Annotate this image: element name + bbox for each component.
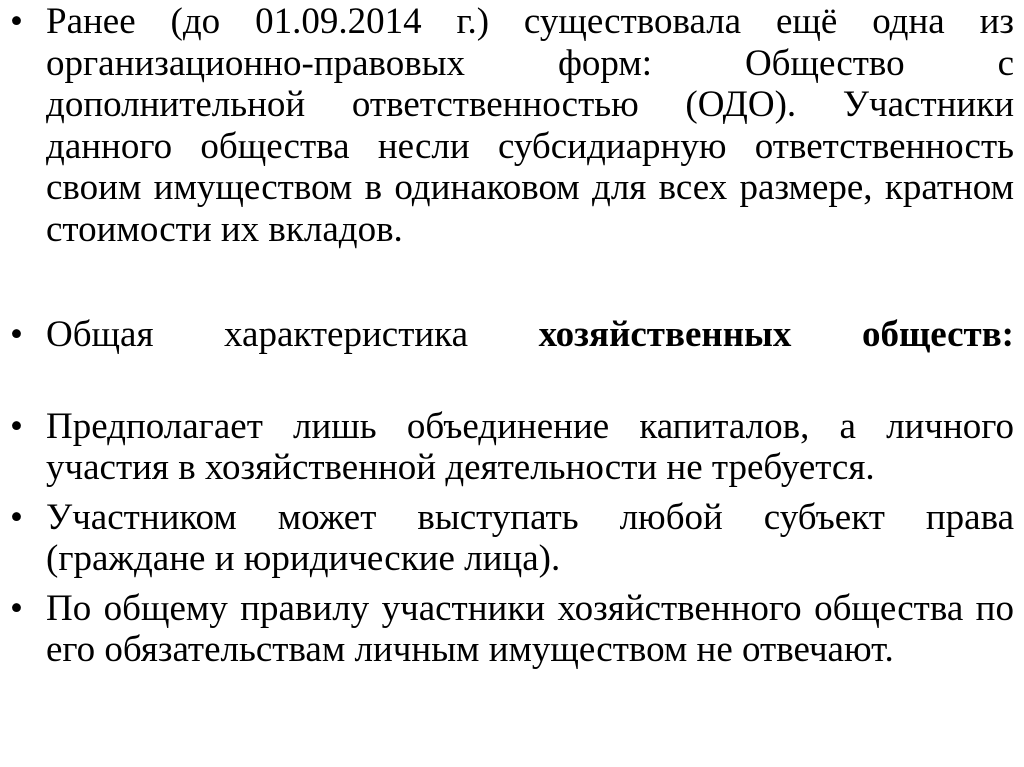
bullet-icon: •: [10, 587, 23, 629]
list-item-text: Участником может выступать любой субъект права (граждане и юридические лица).: [46, 496, 1014, 579]
list-item-text: Предполагает лишь объединение капиталов, а личного участия в хозяйственной деятельности не требуется.: [46, 405, 1014, 488]
bullet-icon: •: [10, 1, 23, 42]
list-item-text-regular: Общая характеристика: [46, 314, 539, 355]
list-item-odo-history: [10, 1, 1014, 250]
list-item-text: [46, 314, 1014, 356]
list-item-participants: [10, 497, 1014, 580]
bullet-icon: •: [10, 314, 23, 355]
bullet-icon: •: [10, 496, 23, 538]
list-item-text-bold: хозяйственных обществ:: [538, 314, 1014, 355]
bullet-list: [10, 0, 1014, 671]
list-item-capital-union: [10, 406, 1014, 489]
list-item-general-characteristics: [10, 314, 1014, 356]
list-item-text: По общему правилу участники хозяйственного общества по его обязательствам личным имуществом не отвечают.: [46, 587, 1014, 670]
list-item-liability-rule: [10, 588, 1014, 671]
list-item-text: Ранее (до 01.09.2014 г.) существовала ещё одна из организационно-правовых форм: Общество с дополнительной ответственностью (ОДО). Участники данного общества несли субсидиарную ответственность своим имуществом в одинаковом для всех размере, кратном стоимости их вкладов.: [46, 1, 1014, 250]
bullet-icon: •: [10, 405, 23, 447]
